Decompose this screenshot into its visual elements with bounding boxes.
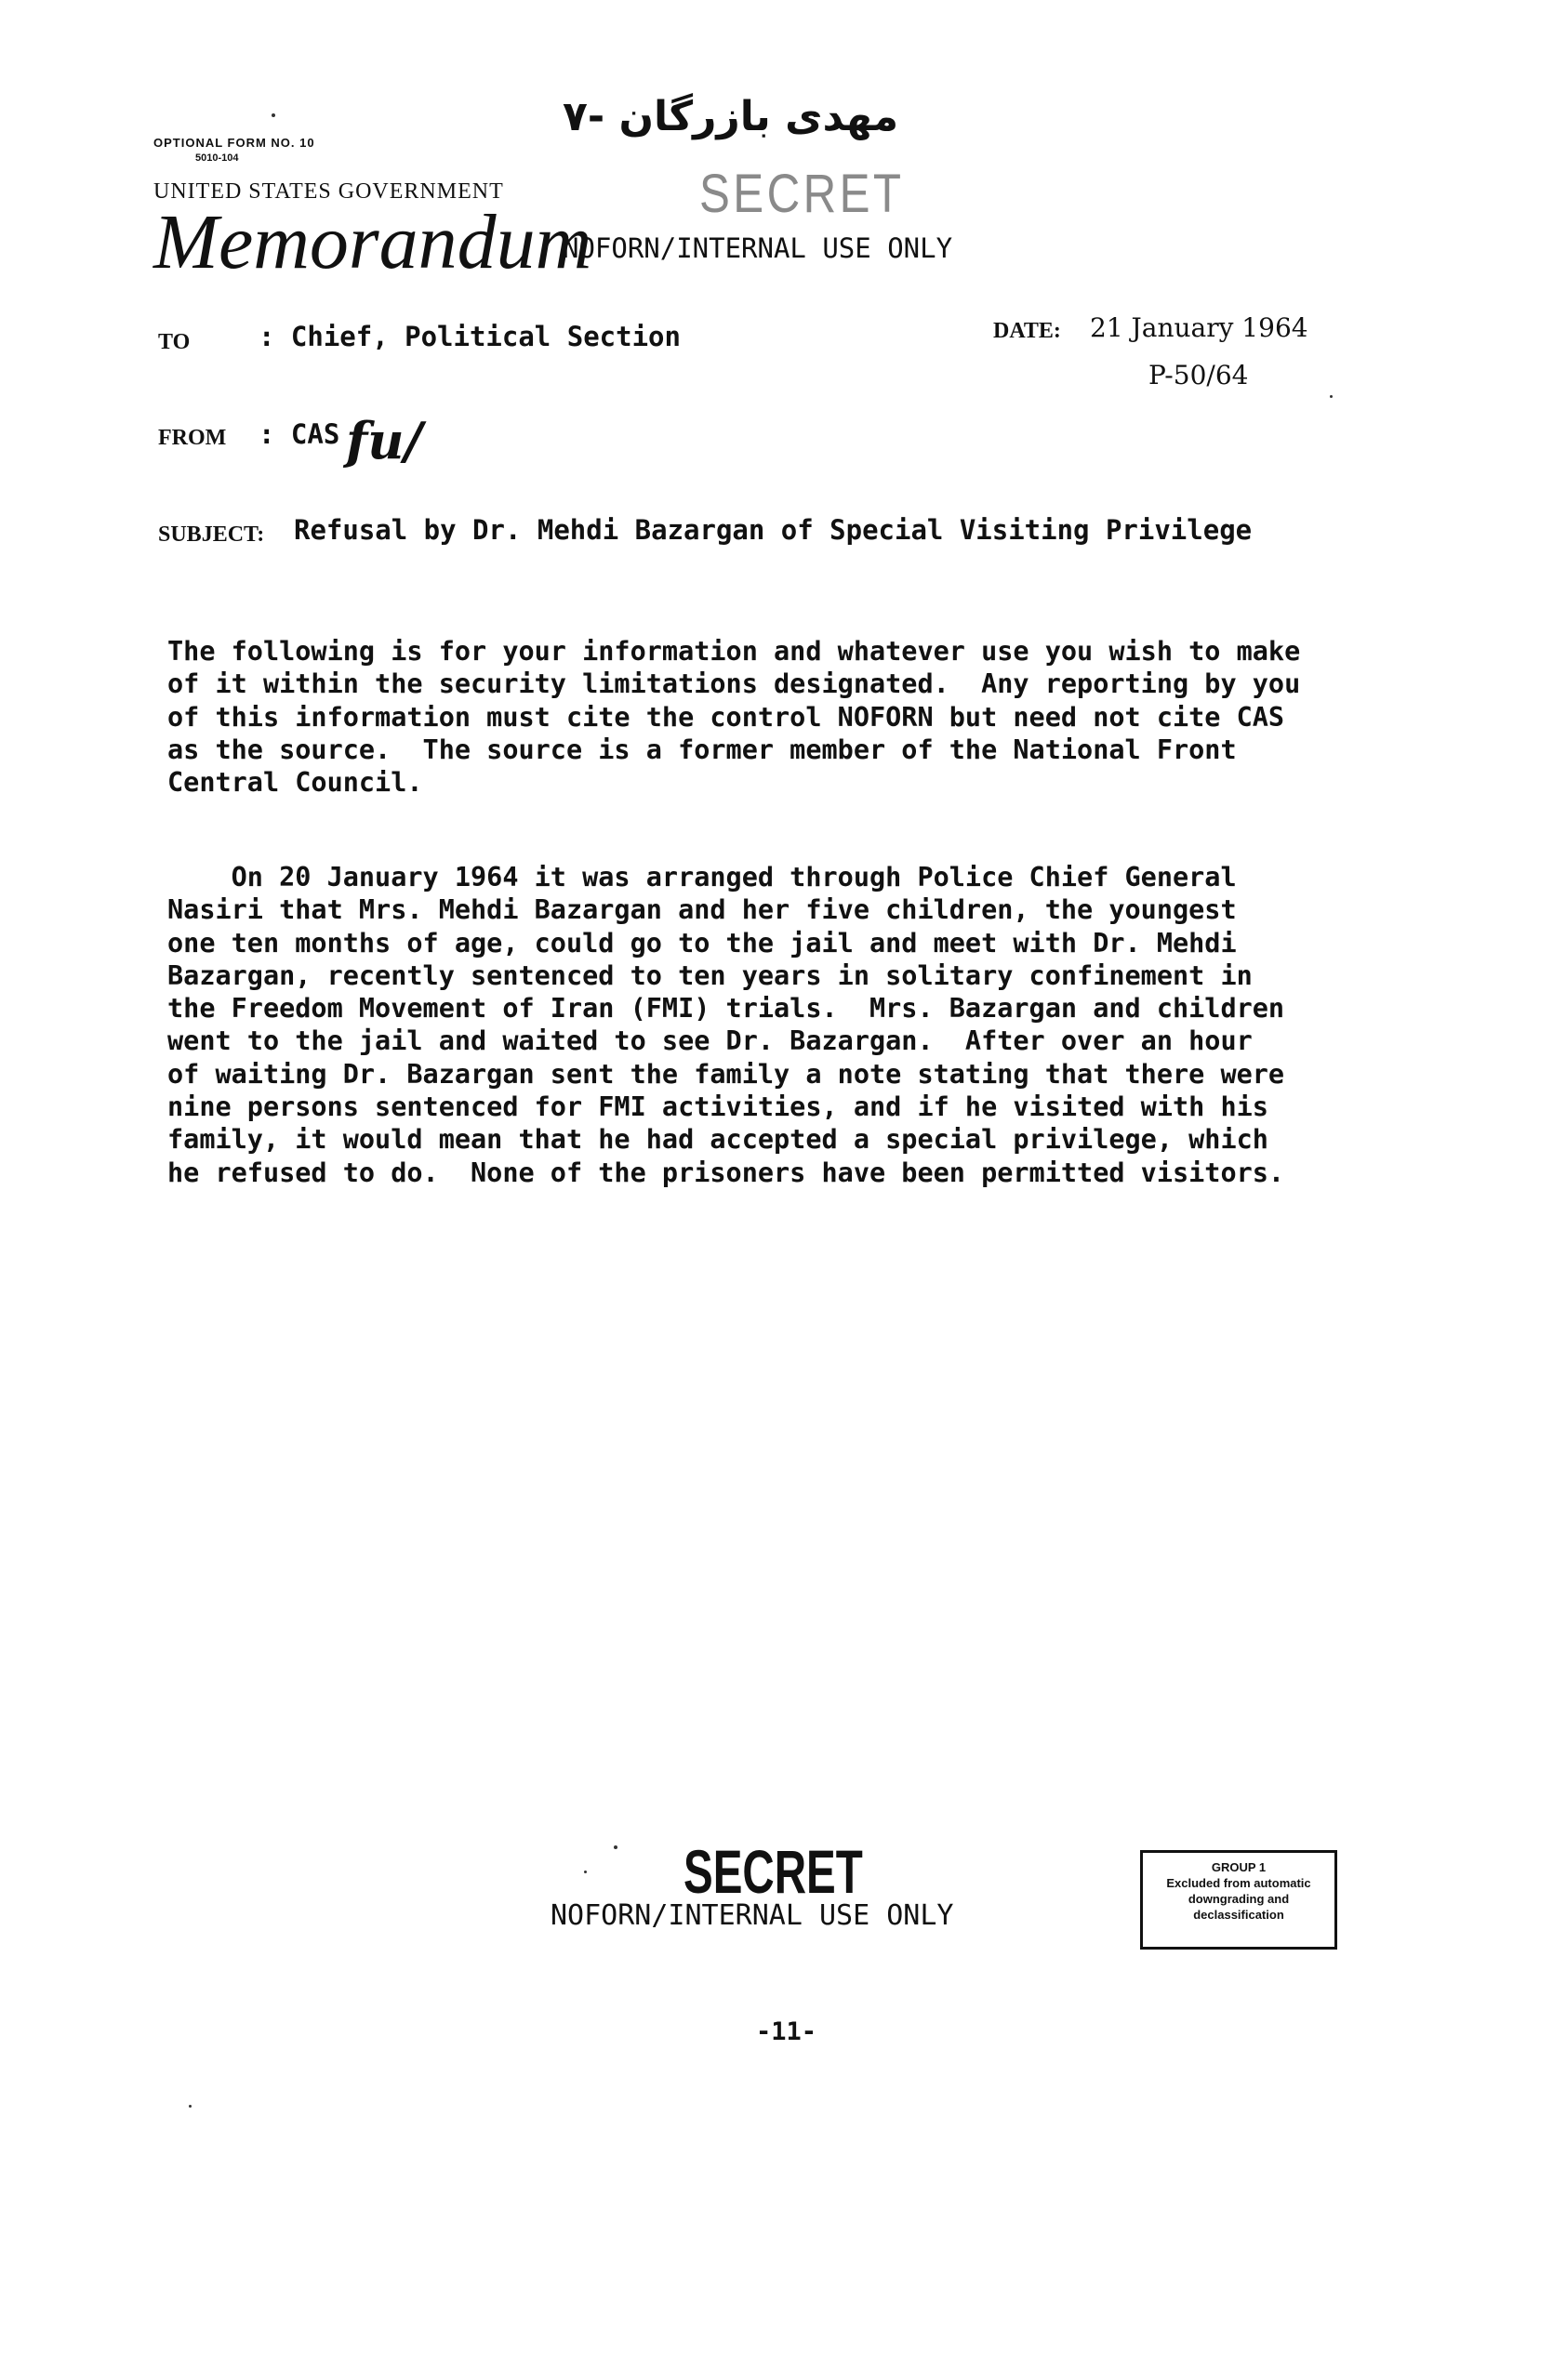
form-code: 5010-104	[195, 152, 239, 164]
scan-speck	[272, 113, 275, 117]
paragraph-line: of waiting Dr. Bazargan sent the family a note stating that there were	[167, 1058, 1285, 1090]
handling-caveat-bottom: NOFORN/INTERNAL USE ONLY	[551, 1899, 954, 1932]
paragraph-line: family, it would mean that he had accepted a special privilege, which	[167, 1124, 1268, 1156]
paragraph-line: Nasiri that Mrs. Mehdi Bazargan and her five children, the youngest	[167, 894, 1237, 926]
date-value: 21 January 1964	[1090, 312, 1308, 343]
group-box-line: downgrading and	[1188, 1892, 1290, 1906]
scan-speck	[584, 1871, 587, 1873]
agency-line: UNITED STATES GOVERNMENT	[153, 179, 504, 204]
to-value: : Chief, Political Section	[259, 321, 681, 352]
subject-value: Refusal by Dr. Mehdi Bazargan of Special Visiting Privilege	[294, 514, 1253, 546]
paragraph-line: of this information must cite the control NOFORN but need not cite CAS	[167, 701, 1285, 733]
reference-number: P-50/64	[1148, 360, 1249, 390]
persian-annotation: مهدی بازرگان -۷	[563, 93, 899, 140]
paragraph-line: On 20 January 1964 it was arranged through Police Chief General	[167, 862, 1237, 892]
scan-speck	[189, 2105, 192, 2108]
classification-stamp-bottom: SECRET	[683, 1837, 863, 1906]
group-box-line: GROUP 1	[1211, 1860, 1267, 1874]
handling-caveat-top: NOFORN/INTERNAL USE ONLY	[563, 232, 953, 264]
handwritten-initials: fu/	[346, 411, 423, 470]
paragraph-line: one ten months of age, could go to the jail and meet with Dr. Mehdi	[167, 927, 1237, 959]
classification-stamp-top: SECRET	[699, 164, 905, 224]
date-label: DATE:	[993, 319, 1061, 343]
paragraph-line: went to the jail and waited to see Dr. Bazargan. After over an hour	[167, 1025, 1253, 1057]
subject-label: SUBJECT:	[158, 522, 265, 547]
paragraph-line: as the source. The source is a former member of the National Front	[167, 734, 1237, 765]
to-label: TO	[158, 330, 191, 354]
group-box-line: declassification	[1193, 1908, 1284, 1922]
paragraph-line: Bazargan, recently sentenced to ten years in solitary confinement in	[167, 959, 1253, 991]
memorandum-title: Memorandum	[153, 199, 592, 285]
form-number: OPTIONAL FORM NO. 10	[153, 136, 315, 150]
group-1-declassification-box	[1140, 1850, 1337, 1950]
from-label: FROM	[158, 426, 227, 450]
page-number: -11-	[756, 2017, 817, 2046]
paragraph-line: The following is for your information and whatever use you wish to make	[167, 636, 1301, 667]
body-paragraph-1	[167, 635, 1353, 799]
from-value: : CAS	[259, 418, 340, 450]
paragraph-line: Central Council.	[167, 767, 423, 799]
scan-speck	[614, 1845, 617, 1849]
group-box-line: Excluded from automatic	[1166, 1876, 1311, 1890]
paragraph-line: of it within the security limitations designated. Any reporting by you	[167, 668, 1301, 700]
paragraph-line: nine persons sentenced for FMI activities, and if he visited with his	[167, 1091, 1268, 1123]
body-paragraph-2	[167, 861, 1353, 1189]
paragraph-line: the Freedom Movement of Iran (FMI) trials. Mrs. Bazargan and children	[167, 993, 1285, 1025]
paragraph-line: he refused to do. None of the prisoners have been permitted visitors.	[167, 1157, 1285, 1188]
scan-speck	[1330, 395, 1333, 398]
